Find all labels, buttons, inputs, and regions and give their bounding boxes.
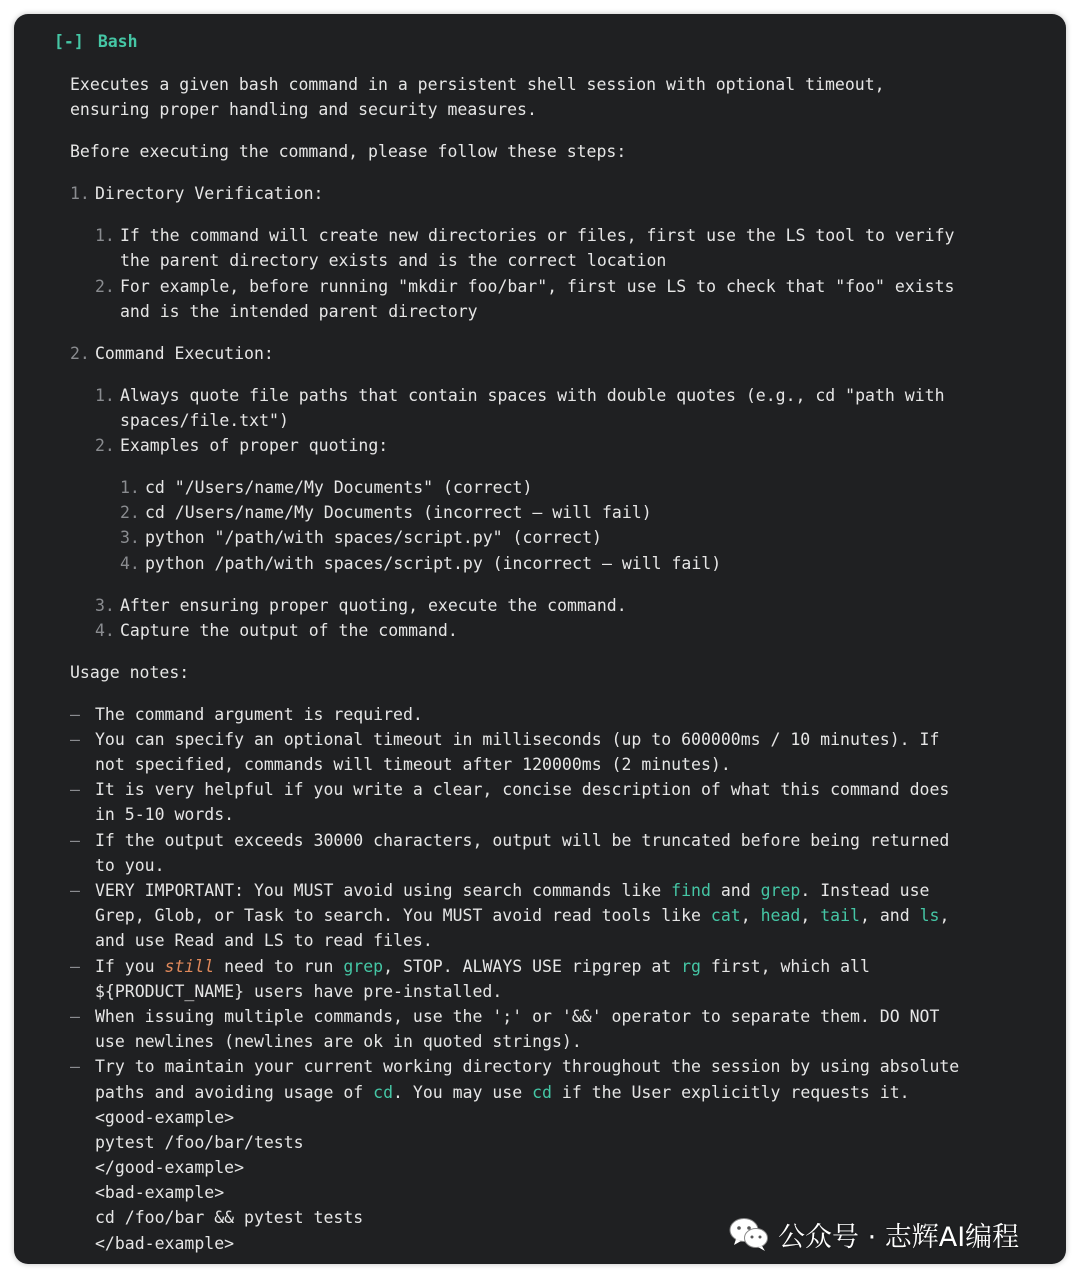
usage-notes-heading: Usage notes: [70, 662, 190, 682]
watermark [728, 1212, 1019, 1256]
usage-note: – When issuing multiple commands, use the ';' or '&&' operator to separate them. DO NOT [70, 1006, 940, 1026]
usage-note-continuation: Grep, Glob, or Task to search. You MUST avoid read tools like cat, head, tail, and ls, [95, 906, 950, 926]
tool-title: Bash [97, 32, 138, 51]
usage-note-continuation: not specified, commands will timeout after 120000ms (2 minutes). [95, 755, 731, 775]
usage-note: – You can specify an optional timeout in milliseconds (up to 600000ms / 10 minutes). If [70, 729, 940, 749]
usage-note-continuation: ${PRODUCT_NAME} users have pre-installed. [95, 981, 503, 1001]
inline-code: find [671, 881, 711, 901]
list-item: 2. For example, before running "mkdir foo/bar", first use LS to check that "foo" exists [95, 276, 955, 296]
wechat-icon [728, 1216, 770, 1252]
tool-description-panel [14, 14, 1066, 1264]
usage-note: – Try to maintain your current working directory throughout the session by using absolute [70, 1057, 960, 1077]
inline-code: cat [710, 906, 741, 926]
example-item: 3. python "/path/with spaces/script.py" (correct) [120, 528, 602, 548]
code-example-line: cd /foo/bar && pytest tests [95, 1208, 364, 1228]
inline-code: cd [532, 1082, 552, 1102]
usage-note: – If you still need to run grep, STOP. ALWAYS USE ripgrep at rg first, which all [70, 956, 870, 976]
usage-note: – The command argument is required. [70, 704, 423, 724]
description-body [70, 72, 1060, 1256]
list-item-continuation: the parent directory exists and is the correct location [120, 251, 667, 271]
usage-note: – VERY IMPORTANT: You MUST avoid using search commands like find and grep. Instead use [70, 881, 930, 901]
section-directory-verification: 1. Directory Verification: [70, 181, 1060, 206]
code-example-line: </good-example> [95, 1158, 245, 1178]
usage-note-continuation: paths and avoiding usage of cd. You may use cd if the User explicitly requests it. [95, 1082, 910, 1102]
list-item: 1. Always quote file paths that contain spaces with double quotes (e.g., cd "path with [95, 385, 945, 405]
tool-header [54, 32, 138, 51]
code-example-line: <good-example> [95, 1107, 235, 1127]
section-command-execution: 2. Command Execution: [70, 341, 1060, 366]
intro-line: Executes a given bash command in a persistent shell session with optional timeout, [70, 75, 885, 94]
usage-note: – It is very helpful if you write a clear, concise description of what this command does [70, 780, 950, 800]
code-example-line: </bad-example> [95, 1233, 235, 1253]
list-item: 3. After ensuring proper quoting, execute the command. [95, 595, 627, 615]
example-item: 1. cd "/Users/name/My Documents" (correct) [120, 478, 533, 498]
inline-code: ls [919, 906, 940, 926]
intro-line: ensuring proper handling and security measures. [70, 100, 537, 120]
list-item: 4. Capture the output of the command. [95, 620, 458, 640]
list-number: 2. [70, 343, 90, 363]
watermark-text: 公众号 · 志辉AI编程 [778, 1221, 1020, 1253]
usage-note-continuation: and use Read and LS to read files. [95, 931, 433, 951]
example-item: 4. python /path/with spaces/script.py (incorrect – will fail) [120, 553, 722, 573]
inline-code: head [760, 906, 801, 926]
inline-code: grep [760, 881, 801, 901]
example-item: 2. cd /Users/name/My Documents (incorrect – will fail) [120, 503, 652, 523]
inline-code: tail [820, 906, 860, 926]
emphasis-text: still [164, 956, 215, 976]
before-steps-text: Before executing the command, please follow these steps: [70, 142, 627, 162]
collapse-toggle[interactable]: [-] [54, 32, 84, 51]
usage-note-continuation: use newlines (newlines are ok in quoted strings). [95, 1032, 582, 1052]
usage-note-continuation: to you. [95, 855, 165, 875]
inline-code: rg [681, 956, 701, 976]
code-example-line: <bad-example> [95, 1183, 225, 1203]
list-item: 2. Examples of proper quoting: [95, 436, 389, 456]
list-item: 1. If the command will create new directories or files, first use the LS tool to verify [95, 226, 955, 246]
list-item-continuation: spaces/file.txt") [120, 410, 289, 430]
code-example-line: pytest /foo/bar/tests [95, 1132, 304, 1152]
inline-code: grep [343, 956, 384, 976]
usage-note-continuation: in 5-10 words. [95, 805, 235, 825]
list-number: 1. [70, 184, 90, 204]
list-item-continuation: and is the intended parent directory [120, 301, 478, 321]
usage-note: – If the output exceeds 30000 characters, output will be truncated before being returned [70, 830, 950, 850]
inline-code: cd [373, 1082, 394, 1102]
